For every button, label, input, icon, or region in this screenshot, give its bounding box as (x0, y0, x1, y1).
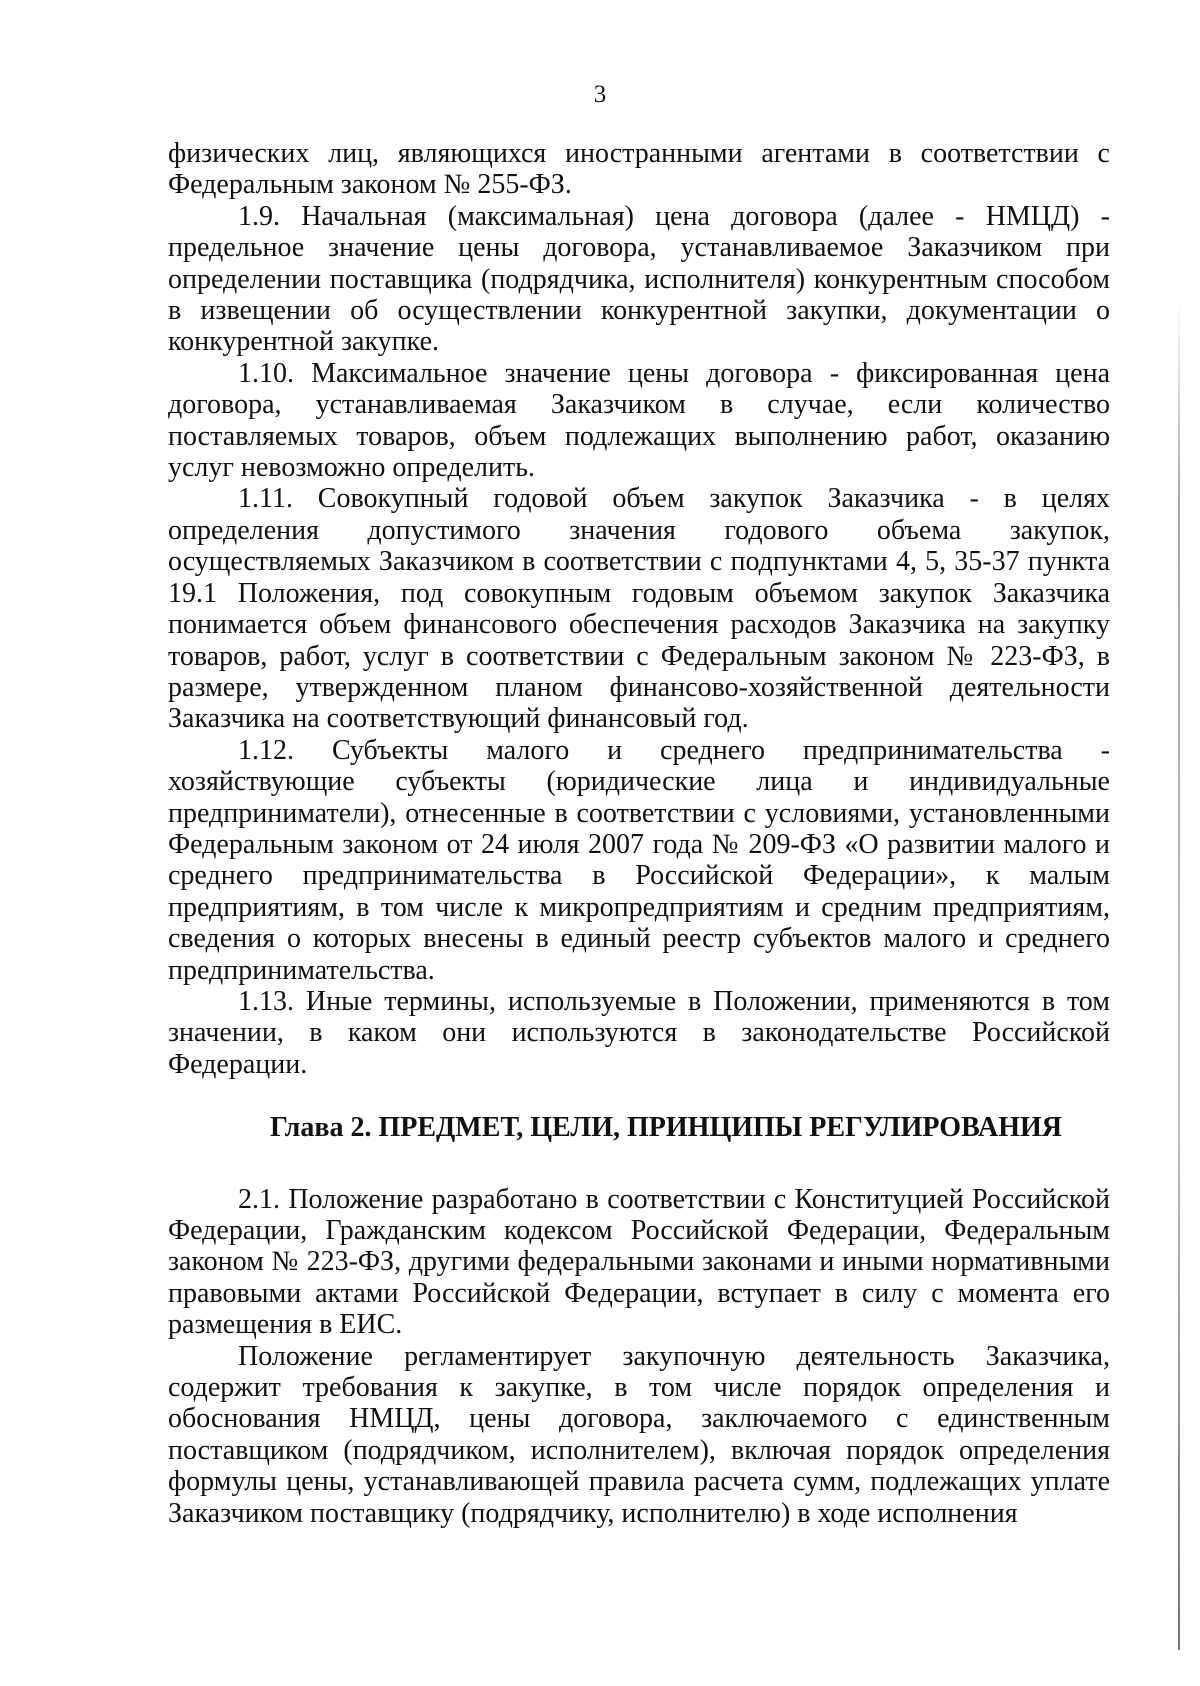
paragraph-2-1: 2.1. Положение разработано в соответствии с Конституцией Российской Федерации, Гражданским кодексом Российской Федерации, Федеральным законом № 223-ФЗ, другими федеральными законами и иными нормативными правовыми актами Российской Федерации, вступает в силу с момента его размещения в ЕИС. (168, 1183, 1110, 1341)
paragraph-1-12: 1.12. Субъекты малого и среднего предпринимательства - хозяйствующие субъекты (юридические лица и индивидуальные предприниматели), отнесенные в соответствии с условиями, установленными Федеральным законом от 24 июля 2007 года № 209-ФЗ «О развитии малого и среднего предпринимательства в Российской Федерации», к малым предприятиям, в том числе к микропредприятиям и средним предприятиям, сведения о которых внесены в единый реестр субъектов малого и среднего предпринимательства. (168, 734, 1110, 986)
page-number: 3 (593, 81, 607, 108)
scan-edge-line (1178, 300, 1180, 1650)
paragraph-1-13: 1.13. Иные термины, используемые в Положении, применяются в том значении, в каком они используются в законодательстве Российской Федерации. (168, 985, 1110, 1080)
paragraph-2-1-continued: Положение регламентирует закупочную деятельность Заказчика, содержит требования к закупке, в том числе порядок определения и обоснования НМЦД, цены договора, заключаемого с единственным поставщиком (подрядчиком, исполнителем), включая порядок определения формулы цены, устанавливающей правила расчета сумм, подлежащих уплате Заказчиком поставщику (подрядчику, исполнителю) в ходе исполнения (168, 1340, 1110, 1529)
document-body (168, 138, 1110, 1529)
paragraph-1-11: 1.11. Совокупный годовой объем закупок Заказчика - в целях определения допустимого значения годового объема закупок, осуществляемых Заказчиком в соответствии с подпунктами 4, 5, 35-37 пункта 19.1 Положения, под совокупным годовым объемом закупок Заказчика понимается объем финансового обеспечения расходов Заказчика на закупку товаров, работ, услуг в соответствии с Федеральным законом № 223-ФЗ, в размере, утвержденном планом финансово-хозяйственной деятельности Заказчика на соответствующий финансовый год. (168, 483, 1110, 735)
paragraph-1-9: 1.9. Начальная (максимальная) цена договора (далее - НМЦД) - предельное значение цены договора, устанавливаемое Заказчиком при определении поставщика (подрядчика, исполнителя) конкурентным способом в извещении об осуществлении конкурентной закупки, документации о конкурентной закупке. (168, 200, 1110, 358)
paragraph-continuation: физических лиц, являющихся иностранными агентами в соответствии с Федеральным законом № 255-ФЗ. (168, 138, 1110, 201)
paragraph-1-10: 1.10. Максимальное значение цены договора - фиксированная цена договора, устанавливаемая Заказчиком в случае, если количество поставляемых товаров, объем подлежащих выполнению работ, оказанию услуг невозможно определить. (168, 357, 1110, 484)
chapter-heading: Глава 2. ПРЕДМЕТ, ЦЕЛИ, ПРИНЦИПЫ РЕГУЛИРОВАНИЯ (269, 1112, 1062, 1144)
